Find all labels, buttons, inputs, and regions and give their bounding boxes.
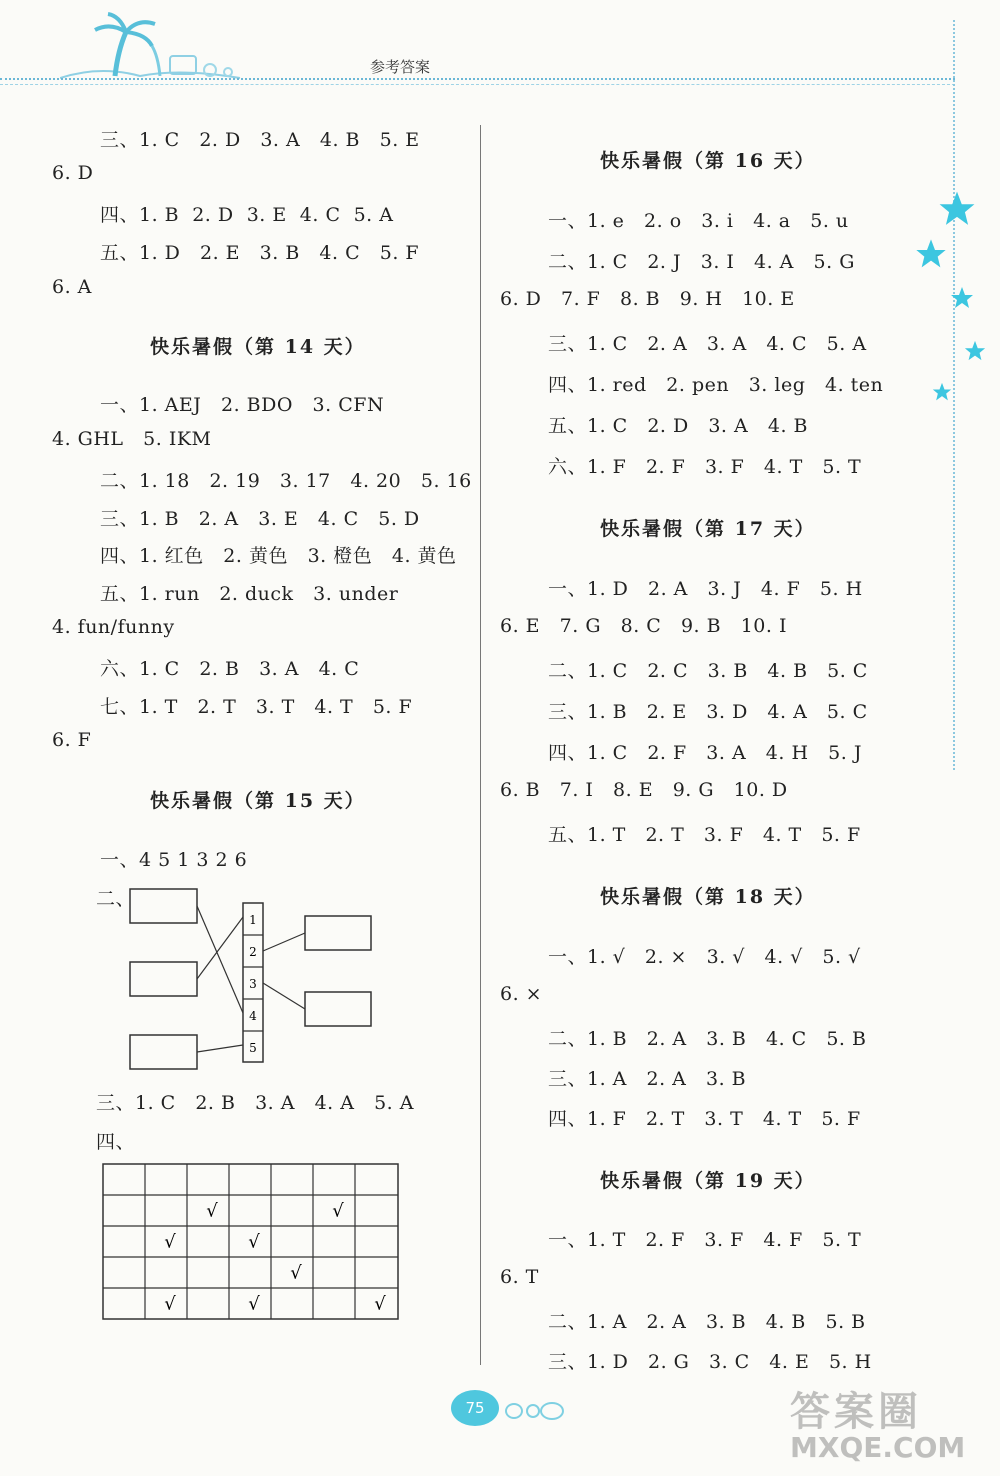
answer-box (130, 889, 197, 923)
section-title-day-16: 快乐暑假（第 16 天） (600, 150, 816, 172)
answer-line: 一、1. D 2. A 3. J 4. F 5. H (548, 578, 863, 600)
number-label: 2 (249, 945, 257, 959)
check-mark: √ (248, 1231, 260, 1253)
answer-line: 三、1. A 2. A 3. B (548, 1068, 747, 1090)
answer-line: 三、1. B 2. E 3. D 4. A 5. C (548, 701, 868, 723)
answer-line: 6. D (52, 162, 94, 184)
check-mark: √ (332, 1200, 344, 1222)
answer-line: 二、1. C 2. C 3. B 4. B 5. C (548, 660, 868, 682)
section-title-day-15: 快乐暑假（第 15 天） (150, 790, 366, 812)
page-number: 75 (451, 1390, 499, 1426)
answer-line: 一、4 5 1 3 2 6 (100, 849, 248, 871)
answer-line: 四、1. 红色 2. 黄色 3. 橙色 4. 黄色 (100, 545, 457, 567)
section-title-day-19: 快乐暑假（第 19 天） (600, 1170, 816, 1192)
number-label: 1 (249, 913, 257, 927)
watermark-url: MXQE.COM (790, 1431, 966, 1464)
check-mark: √ (164, 1231, 176, 1253)
match-line (197, 917, 243, 979)
answer-line: 三、1. C 2. D 3. A 4. B 5. E (100, 129, 420, 151)
answer-line: 六、1. F 2. F 3. F 4. T 5. T (548, 456, 862, 478)
answer-line: 五、1. run 2. duck 3. under (100, 583, 399, 605)
answer-line: 三、1. D 2. G 3. C 4. E 5. H (548, 1351, 872, 1373)
header-divider (0, 78, 955, 80)
answer-line: 6. D 7. F 8. B 9. H 10. E (500, 288, 795, 310)
answer-line: 一、1. AEJ 2. BDO 3. CFN (100, 394, 385, 416)
watermark (790, 1380, 965, 1464)
check-grid (102, 1163, 402, 1323)
star-icon (938, 190, 976, 228)
right-border (953, 20, 955, 770)
column-divider (480, 125, 481, 1365)
header-divider-secondary (0, 84, 955, 85)
answer-line: 二、1. C 2. J 3. I 4. A 5. G (548, 251, 855, 273)
number-label: 3 (249, 977, 257, 991)
answer-line: 二、1. A 2. A 3. B 4. B 5. B (548, 1311, 866, 1333)
decorative-circle (540, 1402, 564, 1420)
answer-line: 四、1. red 2. pen 3. leg 4. ten (548, 374, 884, 396)
answer-line: 六、1. C 2. B 3. A 4. C (100, 658, 360, 680)
answer-box (305, 992, 371, 1026)
check-mark: √ (290, 1262, 302, 1284)
answer-line: 三、1. C 2. A 3. A 4. C 5. A (548, 333, 867, 355)
answer-line: 6. B 7. I 8. E 9. G 10. D (500, 779, 788, 801)
matching-diagram (95, 885, 385, 1070)
answer-line: 二、1. B 2. A 3. B 4. C 5. B (548, 1028, 867, 1050)
match-line (197, 1045, 243, 1052)
answer-line: 一、1. e 2. o 3. i 4. a 5. u (548, 210, 849, 232)
answer-line: 五、1. T 2. T 3. F 4. T 5. F (548, 824, 861, 846)
answer-box (130, 1035, 197, 1069)
section-title-day-14: 快乐暑假（第 14 天） (150, 336, 366, 358)
section-title-day-18: 快乐暑假（第 18 天） (600, 886, 816, 908)
answer-line: 四、1. C 2. F 3. A 4. H 5. J (548, 742, 862, 764)
answer-line: 6. × (500, 983, 543, 1005)
answer-line: 6. A (52, 276, 92, 298)
star-icon (932, 382, 952, 402)
number-label: 4 (249, 1009, 257, 1023)
check-mark: √ (164, 1293, 176, 1315)
answer-line: 五、1. D 2. E 3. B 4. C 5. F (100, 242, 420, 264)
answer-line: 二、 (96, 888, 136, 910)
answer-line: 三、1. B 2. A 3. E 4. C 5. D (100, 508, 420, 530)
section-title-day-17: 快乐暑假（第 17 天） (600, 518, 816, 540)
answer-line: 一、1. T 2. F 3. F 4. F 5. T (548, 1229, 862, 1251)
answer-line: 6. T (500, 1266, 539, 1288)
check-mark: √ (248, 1293, 260, 1315)
match-line (197, 906, 243, 1013)
answer-line: 6. F (52, 729, 92, 751)
star-icon (915, 238, 947, 270)
match-line (263, 983, 305, 1009)
answer-line: 七、1. T 2. T 3. T 4. T 5. F (100, 696, 413, 718)
answer-box (305, 916, 371, 950)
match-line (263, 933, 305, 951)
answer-line: 6. E 7. G 8. C 9. B 10. I (500, 615, 787, 637)
answer-line: 4. GHL 5. IKM (52, 428, 212, 450)
answer-line: 四、 (96, 1131, 136, 1153)
star-icon (950, 286, 974, 310)
answer-line: 四、1. F 2. T 3. T 4. T 5. F (548, 1108, 861, 1130)
decorative-circle (526, 1404, 540, 1418)
number-label: 5 (249, 1041, 257, 1055)
answer-line: 三、1. C 2. B 3. A 4. A 5. A (96, 1092, 414, 1114)
check-mark: √ (374, 1293, 386, 1315)
star-icon (964, 340, 986, 362)
answer-line: 四、1. B 2. D 3. E 4. C 5. A (100, 204, 394, 226)
watermark-logo-text: 答案圈 (790, 1389, 922, 1435)
answer-line: 一、1. √ 2. × 3. √ 4. √ 5. √ (548, 946, 861, 968)
answer-line: 4. fun/funny (52, 616, 175, 638)
answer-line: 五、1. C 2. D 3. A 4. B (548, 415, 808, 437)
header-title: 参考答案 (369, 58, 430, 76)
decorative-circle (505, 1403, 523, 1419)
answer-box (130, 962, 197, 996)
answer-line: 二、1. 18 2. 19 3. 17 4. 20 5. 16 (100, 470, 472, 492)
check-mark: √ (206, 1200, 218, 1222)
